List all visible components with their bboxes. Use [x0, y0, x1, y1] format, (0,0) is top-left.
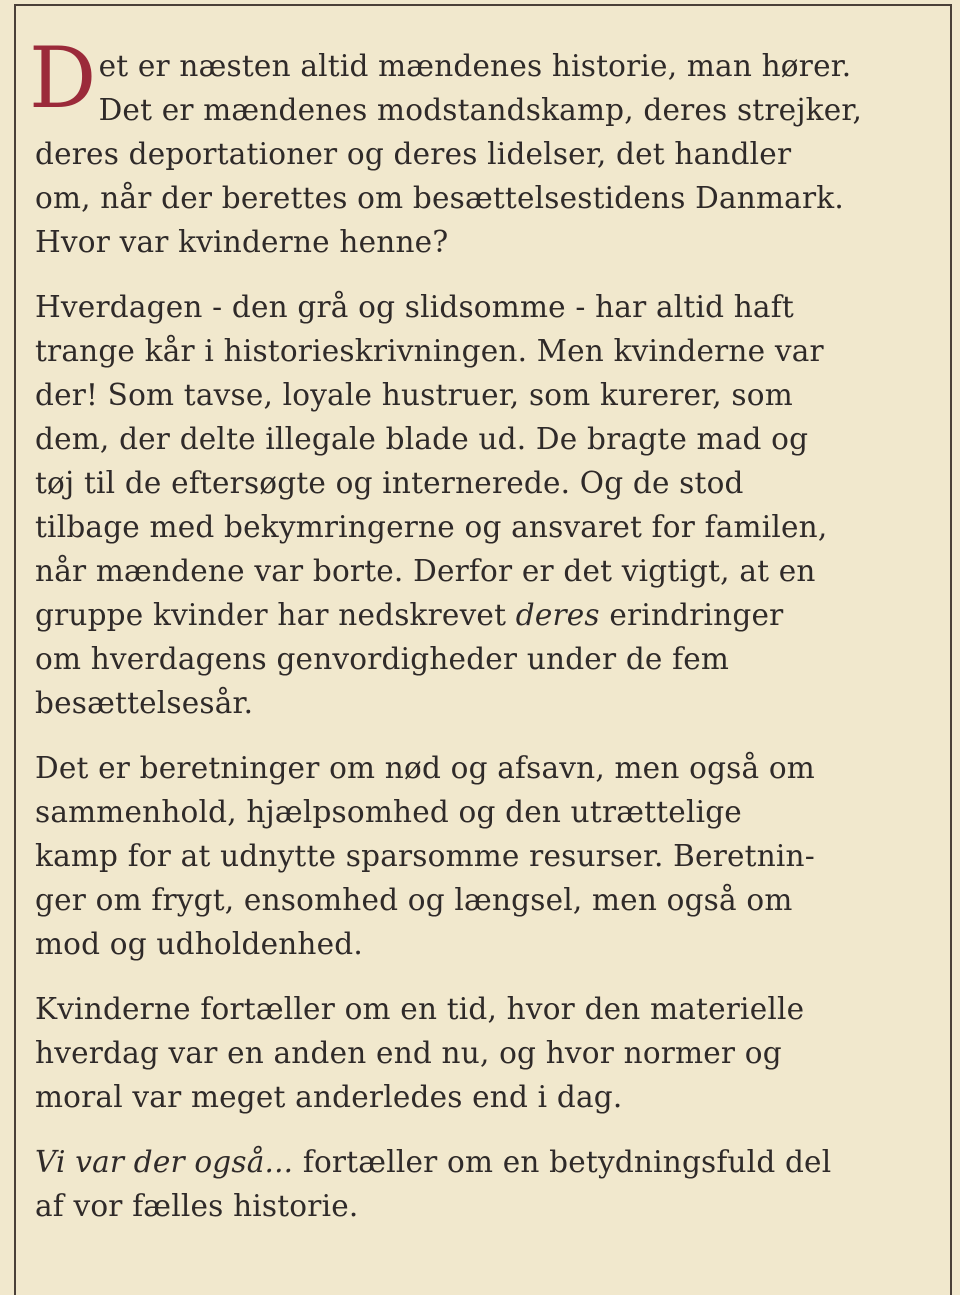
text-line: trange kår i historieskrivningen. Men kvinderne var: [35, 334, 824, 368]
text-line: Hverdagen - den grå og slidsomme - har altid haft: [35, 290, 794, 324]
text-line: besættelsesår.: [35, 686, 254, 720]
paragraph-1: [29, 29, 940, 264]
text-segment: fortæller om en betydningsfuld del: [293, 1145, 832, 1179]
text-line: Det er beretninger om nød og afsavn, men også om: [35, 751, 815, 785]
text-line: ger om frygt, ensomhed og længsel, men også om: [35, 883, 793, 917]
text-line: kamp for at udnytte sparsomme resurser. Beretnin-: [35, 839, 815, 873]
text-line: [35, 593, 940, 637]
text-segment: gruppe kvinder har nedskrevet: [35, 598, 516, 632]
text-line: tilbage med bekymringerne og ansvaret for familen,: [35, 510, 828, 544]
emphasis-text: deres: [515, 598, 600, 632]
blurb-text: [29, 29, 940, 1249]
text-line: Kvinderne fortæller om en tid, hvor den materielle: [35, 992, 805, 1026]
text-line: tøj til de eftersøgte og internerede. Og de stod: [35, 466, 744, 500]
text-line: et er næsten altid mændenes historie, man hører.: [98, 49, 852, 83]
paragraph-2: [35, 285, 940, 725]
text-line: moral var meget anderledes end i dag.: [35, 1080, 623, 1114]
text-line: deres deportationer og deres lidelser, det handler: [35, 137, 792, 171]
drop-cap: D: [29, 29, 97, 127]
paragraph-3: [35, 746, 940, 966]
text-line: mod og udholdenhed.: [35, 927, 363, 961]
text-line: Det er mændenes modstandskamp, deres strejker,: [98, 93, 863, 127]
text-line: om hverdagens genvordigheder under de fem: [35, 642, 730, 676]
paragraph-5: [35, 1140, 940, 1228]
text-segment: erindringer: [599, 598, 784, 632]
paragraph-4: [35, 987, 940, 1119]
text-line: dem, der delte illegale blade ud. De bragte mad og: [35, 422, 809, 456]
text-line: sammenhold, hjælpsomhed og den utrættelige: [35, 795, 742, 829]
text-line: af vor fælles historie.: [35, 1189, 359, 1223]
book-title: Vi var der også...: [35, 1145, 294, 1179]
text-line: når mændene var borte. Derfor er det vigtigt, at en: [35, 554, 816, 588]
text-line: [35, 1140, 940, 1184]
text-line: om, når der berettes om besættelsestidens Danmark.: [35, 181, 844, 215]
text-line: Hvor var kvinderne henne?: [35, 225, 449, 259]
text-line: hverdag var en anden end nu, og hvor normer og: [35, 1036, 782, 1070]
text-line: der! Som tavse, loyale hustruer, som kurerer, som: [35, 378, 793, 412]
